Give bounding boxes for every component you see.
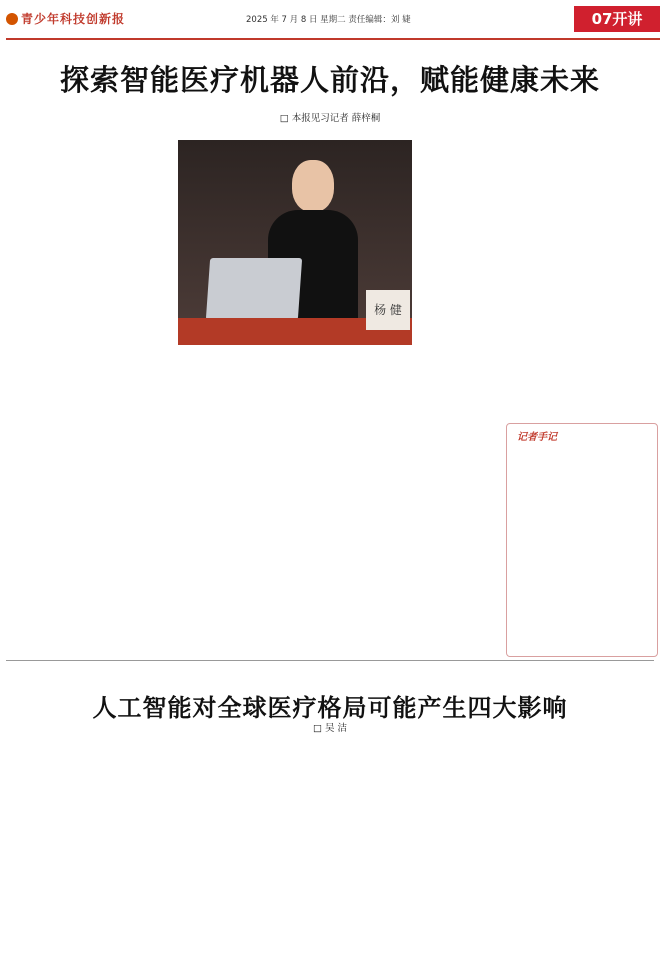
page-header <box>0 0 660 38</box>
photo-nameplate: 杨 健 <box>366 290 410 330</box>
article1-title: 探索智能医疗机器人前沿，赋能健康未来 <box>59 63 600 97</box>
article1-byline: □ 本报见习记者 薛梓桐 <box>279 113 381 124</box>
dateline: 2025 年 7 月 8 日 星期二 责任编辑：刘 婕 <box>246 15 411 25</box>
reporter-notes-head: 记者手记 <box>517 432 557 443</box>
article1-photo <box>178 140 412 345</box>
article2-title: 人工智能对全球医疗格局可能产生四大影响 <box>92 694 568 722</box>
logo-icon <box>6 13 18 25</box>
reporter-notes-box <box>506 423 658 657</box>
photo-laptop <box>206 258 302 320</box>
article2-byline: □ 吴 洁 <box>312 723 347 734</box>
page-tag: 07开讲 <box>574 6 660 32</box>
header-rule <box>6 38 660 40</box>
masthead <box>6 10 125 27</box>
section-rule <box>6 660 654 661</box>
masthead-text: 青少年科技创新报 <box>21 12 126 26</box>
